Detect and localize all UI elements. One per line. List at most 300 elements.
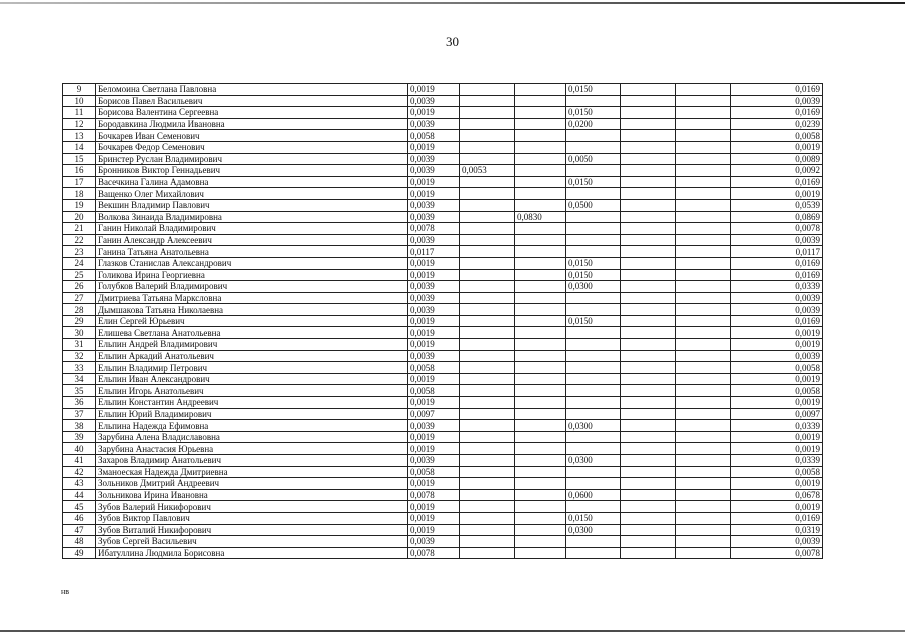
total-cell: 0,0019 <box>731 443 823 455</box>
name-cell: Зубов Виталий Никифорович <box>96 524 408 536</box>
share-cell: 0,0150 <box>566 257 621 269</box>
share-cell <box>460 362 515 374</box>
total-cell: 0,0058 <box>731 466 823 478</box>
share-cell: 0,0019 <box>408 524 460 536</box>
share-cell <box>460 327 515 339</box>
empty-cell <box>676 304 731 316</box>
share-cell <box>566 95 621 107</box>
total-cell: 0,0319 <box>731 524 823 536</box>
empty-cell <box>676 547 731 559</box>
table-row <box>63 153 823 165</box>
share-cell <box>566 536 621 548</box>
share-cell: 0,0300 <box>566 281 621 293</box>
total-cell: 0,0039 <box>731 350 823 362</box>
row-number-cell: 30 <box>63 327 96 339</box>
row-number-cell: 20 <box>63 211 96 223</box>
share-cell <box>515 431 566 443</box>
share-cell: 0,0058 <box>408 130 460 142</box>
total-cell: 0,0339 <box>731 455 823 467</box>
share-cell: 0,0078 <box>408 489 460 501</box>
share-cell <box>566 431 621 443</box>
row-number-cell: 39 <box>63 431 96 443</box>
table-row <box>63 199 823 211</box>
row-number-cell: 24 <box>63 257 96 269</box>
empty-cell <box>676 188 731 200</box>
share-cell <box>460 118 515 130</box>
share-cell: 0,0150 <box>566 176 621 188</box>
name-cell: Зманоеская Надежда Дмитриевна <box>96 466 408 478</box>
row-number-cell: 21 <box>63 223 96 235</box>
table-row <box>63 176 823 188</box>
empty-cell <box>621 408 676 420</box>
empty-cell <box>621 420 676 432</box>
name-cell: Ельпин Иван Александрович <box>96 373 408 385</box>
share-cell: 0,0039 <box>408 536 460 548</box>
table-row <box>63 501 823 513</box>
share-cell: 0,0300 <box>566 420 621 432</box>
empty-cell <box>676 176 731 188</box>
empty-cell <box>621 501 676 513</box>
share-cell: 0,0600 <box>566 489 621 501</box>
name-cell: Ельпин Андрей Владимирович <box>96 339 408 351</box>
empty-cell <box>621 455 676 467</box>
empty-cell <box>621 466 676 478</box>
total-cell: 0,0019 <box>731 327 823 339</box>
table-row <box>63 373 823 385</box>
share-cell: 0,0039 <box>408 199 460 211</box>
name-cell: Зарубина Анастасия Юрьевна <box>96 443 408 455</box>
share-cell <box>566 211 621 223</box>
share-cell <box>515 304 566 316</box>
share-cell <box>566 246 621 258</box>
table-row <box>63 443 823 455</box>
name-cell: Дмитриева Татьяна Марксловна <box>96 292 408 304</box>
share-cell <box>515 420 566 432</box>
share-cell <box>460 408 515 420</box>
share-cell: 0,0039 <box>408 420 460 432</box>
empty-cell <box>621 188 676 200</box>
share-cell: 0,0150 <box>566 315 621 327</box>
total-cell: 0,0169 <box>731 84 823 96</box>
row-number-cell: 40 <box>63 443 96 455</box>
share-cell <box>515 107 566 119</box>
row-number-cell: 23 <box>63 246 96 258</box>
empty-cell <box>621 489 676 501</box>
share-cell: 0,0150 <box>566 84 621 96</box>
share-cell <box>566 350 621 362</box>
share-cell: 0,0200 <box>566 118 621 130</box>
share-cell <box>515 141 566 153</box>
share-cell <box>460 176 515 188</box>
empty-cell <box>621 512 676 524</box>
name-cell: Зарубина Алена Владиславовна <box>96 431 408 443</box>
share-cell: 0,0019 <box>408 431 460 443</box>
empty-cell <box>676 211 731 223</box>
table-row <box>63 188 823 200</box>
share-cell <box>515 199 566 211</box>
row-number-cell: 11 <box>63 107 96 119</box>
share-cell: 0,0019 <box>408 176 460 188</box>
empty-cell <box>676 130 731 142</box>
table-row <box>63 408 823 420</box>
share-cell <box>515 165 566 177</box>
row-number-cell: 10 <box>63 95 96 107</box>
name-cell: Ващенко Олег Михайлович <box>96 188 408 200</box>
share-cell: 0,0019 <box>408 327 460 339</box>
shareholder-table <box>62 83 823 559</box>
name-cell: Ельпина Надежда Ефимовна <box>96 420 408 432</box>
name-cell: Глазков Станислав Александрович <box>96 257 408 269</box>
empty-cell <box>676 431 731 443</box>
total-cell: 0,0019 <box>731 478 823 490</box>
share-cell <box>460 292 515 304</box>
empty-cell <box>676 199 731 211</box>
row-number-cell: 41 <box>63 455 96 467</box>
share-cell <box>515 339 566 351</box>
share-cell <box>460 95 515 107</box>
share-cell: 0,0039 <box>408 455 460 467</box>
empty-cell <box>676 84 731 96</box>
table-row <box>63 257 823 269</box>
total-cell: 0,0239 <box>731 118 823 130</box>
name-cell: Васечкина Галина Адамовна <box>96 176 408 188</box>
top-scan-edge <box>0 2 905 4</box>
name-cell: Бородавкина Людмила Ивановна <box>96 118 408 130</box>
share-cell: 0,0019 <box>408 141 460 153</box>
name-cell: Зубов Валерий Никифорович <box>96 501 408 513</box>
share-cell <box>566 373 621 385</box>
empty-cell <box>621 234 676 246</box>
empty-cell <box>621 281 676 293</box>
name-cell: Зольникова Ирина Ивановна <box>96 489 408 501</box>
total-cell: 0,0169 <box>731 257 823 269</box>
row-number-cell: 15 <box>63 153 96 165</box>
row-number-cell: 32 <box>63 350 96 362</box>
row-number-cell: 48 <box>63 536 96 548</box>
share-cell: 0,0150 <box>566 512 621 524</box>
bottom-scan-edge <box>0 630 905 632</box>
empty-cell <box>676 107 731 119</box>
row-number-cell: 46 <box>63 512 96 524</box>
total-cell: 0,0092 <box>731 165 823 177</box>
row-number-cell: 22 <box>63 234 96 246</box>
share-cell <box>460 107 515 119</box>
share-cell: 0,0058 <box>408 466 460 478</box>
table-row <box>63 130 823 142</box>
empty-cell <box>621 118 676 130</box>
share-cell <box>460 420 515 432</box>
name-cell: Бочкарев Иван Семенович <box>96 130 408 142</box>
name-cell: Голубков Валерий Владимирович <box>96 281 408 293</box>
share-cell: 0,0019 <box>408 478 460 490</box>
share-cell <box>566 130 621 142</box>
share-cell <box>515 84 566 96</box>
table-row <box>63 431 823 443</box>
table-row <box>63 397 823 409</box>
table-row <box>63 536 823 548</box>
row-number-cell: 17 <box>63 176 96 188</box>
share-cell <box>460 188 515 200</box>
empty-cell <box>676 281 731 293</box>
share-cell <box>515 281 566 293</box>
empty-cell <box>676 269 731 281</box>
total-cell: 0,0339 <box>731 420 823 432</box>
empty-cell <box>621 246 676 258</box>
total-cell: 0,0097 <box>731 408 823 420</box>
share-cell <box>460 536 515 548</box>
share-cell <box>515 455 566 467</box>
share-cell <box>515 350 566 362</box>
empty-cell <box>676 141 731 153</box>
empty-cell <box>676 246 731 258</box>
name-cell: Беломоина Светлана Павловна <box>96 84 408 96</box>
share-cell <box>566 547 621 559</box>
name-cell: Векшин Владимир Павлович <box>96 199 408 211</box>
share-cell <box>460 223 515 235</box>
table-row <box>63 466 823 478</box>
empty-cell <box>621 385 676 397</box>
name-cell: Елин Сергей Юрьевич <box>96 315 408 327</box>
empty-cell <box>621 327 676 339</box>
share-cell: 0,0058 <box>408 362 460 374</box>
row-number-cell: 29 <box>63 315 96 327</box>
share-cell: 0,0117 <box>408 246 460 258</box>
name-cell: Ганина Татьяна Анатольевна <box>96 246 408 258</box>
share-cell <box>515 512 566 524</box>
table-row <box>63 512 823 524</box>
row-number-cell: 49 <box>63 547 96 559</box>
total-cell: 0,0169 <box>731 512 823 524</box>
share-cell <box>515 524 566 536</box>
name-cell: Ельпин Владимир Петрович <box>96 362 408 374</box>
name-cell: Ельпин Аркадий Анатольевич <box>96 350 408 362</box>
empty-cell <box>676 292 731 304</box>
share-cell: 0,0058 <box>408 385 460 397</box>
empty-cell <box>676 223 731 235</box>
name-cell: Волкова Зинаида Владимировна <box>96 211 408 223</box>
table-row <box>63 223 823 235</box>
row-number-cell: 13 <box>63 130 96 142</box>
share-cell <box>566 339 621 351</box>
empty-cell <box>621 350 676 362</box>
empty-cell <box>676 153 731 165</box>
name-cell: Бочкарев Федор Семенович <box>96 141 408 153</box>
empty-cell <box>621 373 676 385</box>
empty-cell <box>621 165 676 177</box>
table-row <box>63 420 823 432</box>
table-row <box>63 547 823 559</box>
empty-cell <box>621 397 676 409</box>
share-cell: 0,0019 <box>408 315 460 327</box>
empty-cell <box>621 141 676 153</box>
share-cell: 0,0019 <box>408 269 460 281</box>
share-cell <box>515 536 566 548</box>
row-number-cell: 38 <box>63 420 96 432</box>
table-row <box>63 141 823 153</box>
share-cell: 0,0039 <box>408 153 460 165</box>
table-row <box>63 107 823 119</box>
empty-cell <box>621 257 676 269</box>
table-row <box>63 327 823 339</box>
total-cell: 0,0089 <box>731 153 823 165</box>
table-row <box>63 281 823 293</box>
share-cell <box>515 397 566 409</box>
share-cell <box>566 223 621 235</box>
share-cell <box>515 234 566 246</box>
share-cell <box>460 141 515 153</box>
share-cell: 0,0039 <box>408 304 460 316</box>
empty-cell <box>621 536 676 548</box>
empty-cell <box>676 373 731 385</box>
name-cell: Ганин Николай Владимирович <box>96 223 408 235</box>
empty-cell <box>621 269 676 281</box>
share-cell <box>460 234 515 246</box>
table-row <box>63 489 823 501</box>
share-cell <box>566 408 621 420</box>
table-row <box>63 165 823 177</box>
name-cell: Ельпин Константин Андреевич <box>96 397 408 409</box>
share-cell <box>460 281 515 293</box>
share-cell <box>460 211 515 223</box>
share-cell <box>515 130 566 142</box>
empty-cell <box>621 95 676 107</box>
empty-cell <box>621 211 676 223</box>
table-row <box>63 118 823 130</box>
total-cell: 0,0019 <box>731 141 823 153</box>
row-number-cell: 44 <box>63 489 96 501</box>
empty-cell <box>676 512 731 524</box>
share-cell <box>460 512 515 524</box>
share-cell <box>460 443 515 455</box>
name-cell: Бронников Виктор Геннадьевич <box>96 165 408 177</box>
share-cell: 0,0019 <box>408 107 460 119</box>
empty-cell <box>676 443 731 455</box>
total-cell: 0,0678 <box>731 489 823 501</box>
share-cell: 0,0300 <box>566 524 621 536</box>
row-number-cell: 47 <box>63 524 96 536</box>
row-number-cell: 36 <box>63 397 96 409</box>
total-cell: 0,0058 <box>731 385 823 397</box>
total-cell: 0,0039 <box>731 95 823 107</box>
empty-cell <box>621 443 676 455</box>
share-cell <box>460 304 515 316</box>
share-cell: 0,0019 <box>408 373 460 385</box>
empty-cell <box>621 524 676 536</box>
total-cell: 0,0019 <box>731 373 823 385</box>
empty-cell <box>676 478 731 490</box>
name-cell: Борисова Валентина Сергеевна <box>96 107 408 119</box>
empty-cell <box>676 420 731 432</box>
share-cell <box>566 165 621 177</box>
name-cell: Зольников Дмитрий Андреевич <box>96 478 408 490</box>
total-cell: 0,0019 <box>731 188 823 200</box>
row-number-cell: 18 <box>63 188 96 200</box>
share-cell <box>460 315 515 327</box>
name-cell: Ганин Александр Алексеевич <box>96 234 408 246</box>
empty-cell <box>621 547 676 559</box>
table-row <box>63 350 823 362</box>
total-cell: 0,0019 <box>731 397 823 409</box>
share-cell <box>515 257 566 269</box>
row-number-cell: 26 <box>63 281 96 293</box>
name-cell: Голикова Ирина Георгиевна <box>96 269 408 281</box>
table-row <box>63 385 823 397</box>
share-cell: 0,0039 <box>408 234 460 246</box>
empty-cell <box>676 536 731 548</box>
row-number-cell: 35 <box>63 385 96 397</box>
total-cell: 0,0019 <box>731 431 823 443</box>
empty-cell <box>621 315 676 327</box>
row-number-cell: 19 <box>63 199 96 211</box>
row-number-cell: 43 <box>63 478 96 490</box>
total-cell: 0,0078 <box>731 223 823 235</box>
share-cell <box>515 292 566 304</box>
share-cell <box>460 257 515 269</box>
total-cell: 0,0539 <box>731 199 823 211</box>
share-cell <box>515 327 566 339</box>
share-cell <box>460 466 515 478</box>
share-cell <box>460 524 515 536</box>
share-cell <box>566 304 621 316</box>
total-cell: 0,0169 <box>731 269 823 281</box>
share-cell: 0,0150 <box>566 269 621 281</box>
empty-cell <box>676 339 731 351</box>
empty-cell <box>676 524 731 536</box>
empty-cell <box>676 165 731 177</box>
share-cell <box>566 188 621 200</box>
share-cell <box>566 141 621 153</box>
share-cell <box>566 443 621 455</box>
share-cell <box>460 199 515 211</box>
share-cell <box>566 292 621 304</box>
empty-cell <box>621 176 676 188</box>
total-cell: 0,0019 <box>731 501 823 513</box>
share-cell: 0,0078 <box>408 223 460 235</box>
share-cell: 0,0300 <box>566 455 621 467</box>
share-cell: 0,0078 <box>408 547 460 559</box>
share-cell <box>515 385 566 397</box>
row-number-cell: 42 <box>63 466 96 478</box>
share-cell <box>460 385 515 397</box>
share-cell: 0,0150 <box>566 107 621 119</box>
share-cell: 0,0039 <box>408 95 460 107</box>
empty-cell <box>621 130 676 142</box>
name-cell: Бринстер Руслан Владимирович <box>96 153 408 165</box>
share-cell: 0,0097 <box>408 408 460 420</box>
empty-cell <box>676 118 731 130</box>
table-row <box>63 304 823 316</box>
share-cell <box>460 373 515 385</box>
empty-cell <box>676 257 731 269</box>
total-cell: 0,0039 <box>731 304 823 316</box>
table-row <box>63 455 823 467</box>
name-cell: Зубов Виктор Павлович <box>96 512 408 524</box>
row-number-cell: 45 <box>63 501 96 513</box>
name-cell: Захаров Владимир Анатольевич <box>96 455 408 467</box>
total-cell: 0,0039 <box>731 292 823 304</box>
share-cell: 0,0039 <box>408 350 460 362</box>
share-cell <box>460 478 515 490</box>
share-cell <box>566 234 621 246</box>
total-cell: 0,0869 <box>731 211 823 223</box>
share-cell: 0,0039 <box>408 211 460 223</box>
share-cell: 0,0019 <box>408 84 460 96</box>
table-row <box>63 246 823 258</box>
table-row <box>63 234 823 246</box>
table-row <box>63 84 823 96</box>
table-row <box>63 315 823 327</box>
name-cell: Ибатуллина Людмила Борисовна <box>96 547 408 559</box>
